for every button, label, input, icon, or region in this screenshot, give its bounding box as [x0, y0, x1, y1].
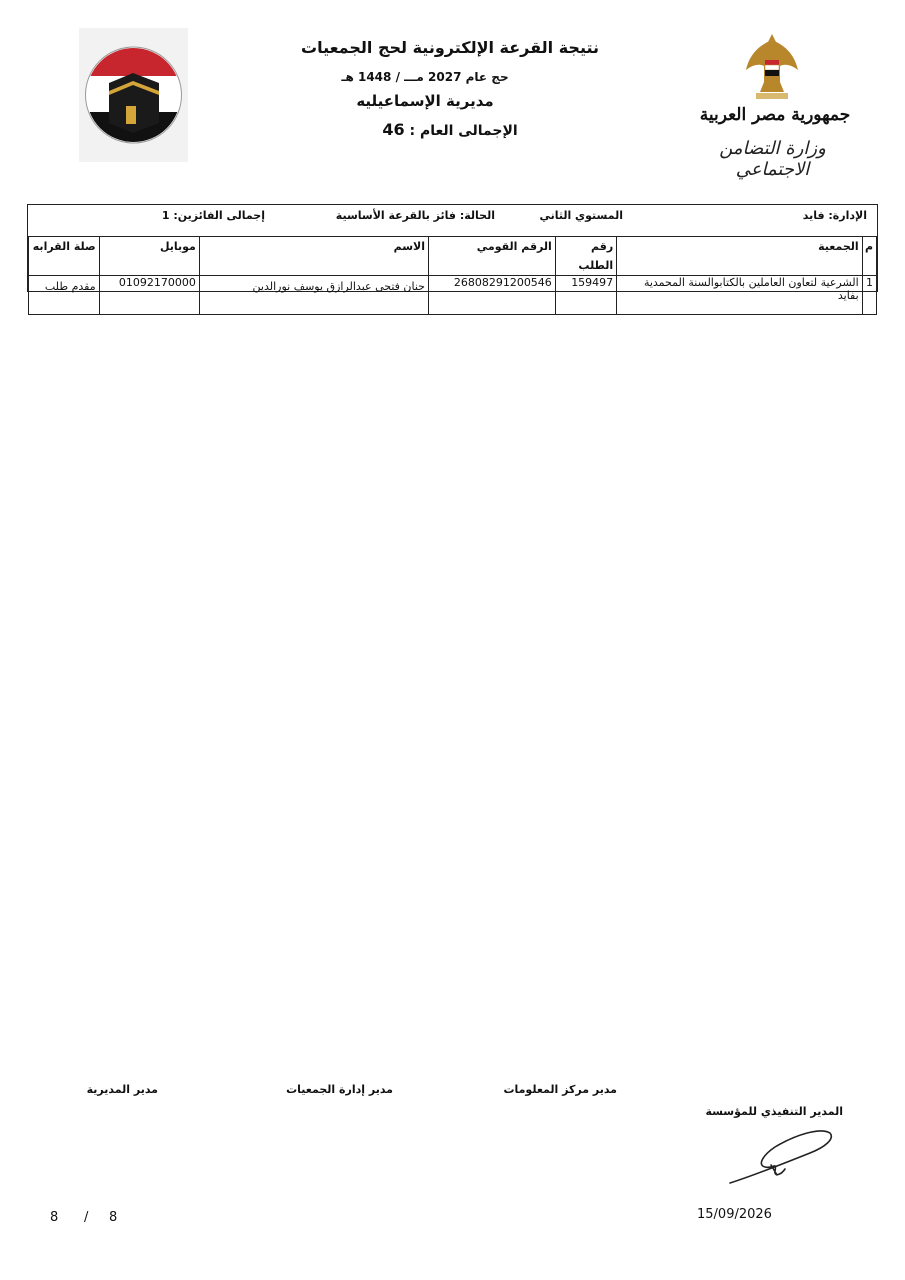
- winners-label: إجمالى الفائزين:: [173, 209, 265, 222]
- admin-label: الإدارة:: [828, 209, 867, 222]
- col-header-name: الاسم: [199, 237, 428, 276]
- handwritten-signature: [725, 1125, 840, 1190]
- page-current: 8: [50, 1210, 59, 1225]
- col-header-national-id: الرقم القومي: [428, 237, 555, 276]
- kaaba-flag-icon: [79, 28, 188, 162]
- sig-associations: مدير إدارة الجمعيات: [286, 1083, 393, 1096]
- winners-field: [162, 209, 265, 231]
- col-header-association: الجمعية: [617, 237, 863, 276]
- cell-association: الشرعية لتعاون العاملين بالكتابوالسنة المحمدية بفايد: [617, 276, 863, 315]
- winners-value: 1: [161, 209, 170, 222]
- results-table: [28, 236, 877, 315]
- table-row: [29, 276, 877, 315]
- grand-total-value: 46: [382, 120, 405, 139]
- page-total: 8: [109, 1210, 118, 1225]
- grand-total-label: الإجمالى العام :: [409, 123, 518, 139]
- eagle-emblem-icon: [742, 30, 802, 105]
- country-name: جمهورية مصر العربية: [699, 105, 851, 125]
- cell-name: حنان فتحى عبدالرازق يوسف نورالدين: [199, 276, 428, 315]
- col-header-request-no: رقم الطلب: [555, 237, 616, 276]
- page-separator: /: [84, 1210, 89, 1225]
- cell-national-id: 26808291200546: [428, 276, 555, 315]
- status-field: [336, 209, 495, 231]
- sig-executive: المدير التنفيذي للمؤسسة: [705, 1105, 843, 1118]
- directorate-name: مديرية الإسماعيليه: [356, 92, 494, 110]
- report-title: نتيجة القرعة الإلكترونية لحج الجمعيات: [300, 38, 600, 57]
- cell-relation: مقدم طلب: [29, 276, 100, 315]
- admin-value: فايد: [802, 209, 825, 222]
- cell-mobile: 01092170000: [99, 276, 199, 315]
- sig-directorate: مدير المديرية: [86, 1083, 158, 1096]
- status-value: فائز بالقرعة الأساسية: [335, 209, 456, 222]
- status-label: الحالة:: [459, 209, 495, 222]
- sig-info-center: مدير مركز المعلومات: [503, 1083, 617, 1096]
- grand-total: [360, 120, 540, 139]
- hajj-year: حج عام 2027 مـــ / 1448 هـ: [341, 70, 509, 84]
- print-date: 15/09/2026: [697, 1207, 772, 1222]
- level-field: المستوي الثاني: [539, 209, 623, 222]
- admin-field: [803, 209, 867, 231]
- cell-request-no: 159497: [555, 276, 616, 315]
- col-header-mobile: موبايل: [99, 237, 199, 276]
- ministry-calligraphy: وزارة التضامن الاجتماعي: [719, 138, 826, 180]
- table-header-row: [29, 237, 877, 276]
- col-header-relation: صلة القرابه: [29, 237, 100, 276]
- col-header-index: م: [862, 237, 876, 276]
- hajj-foundation-logo: [79, 28, 188, 162]
- cell-index: 1: [862, 276, 876, 315]
